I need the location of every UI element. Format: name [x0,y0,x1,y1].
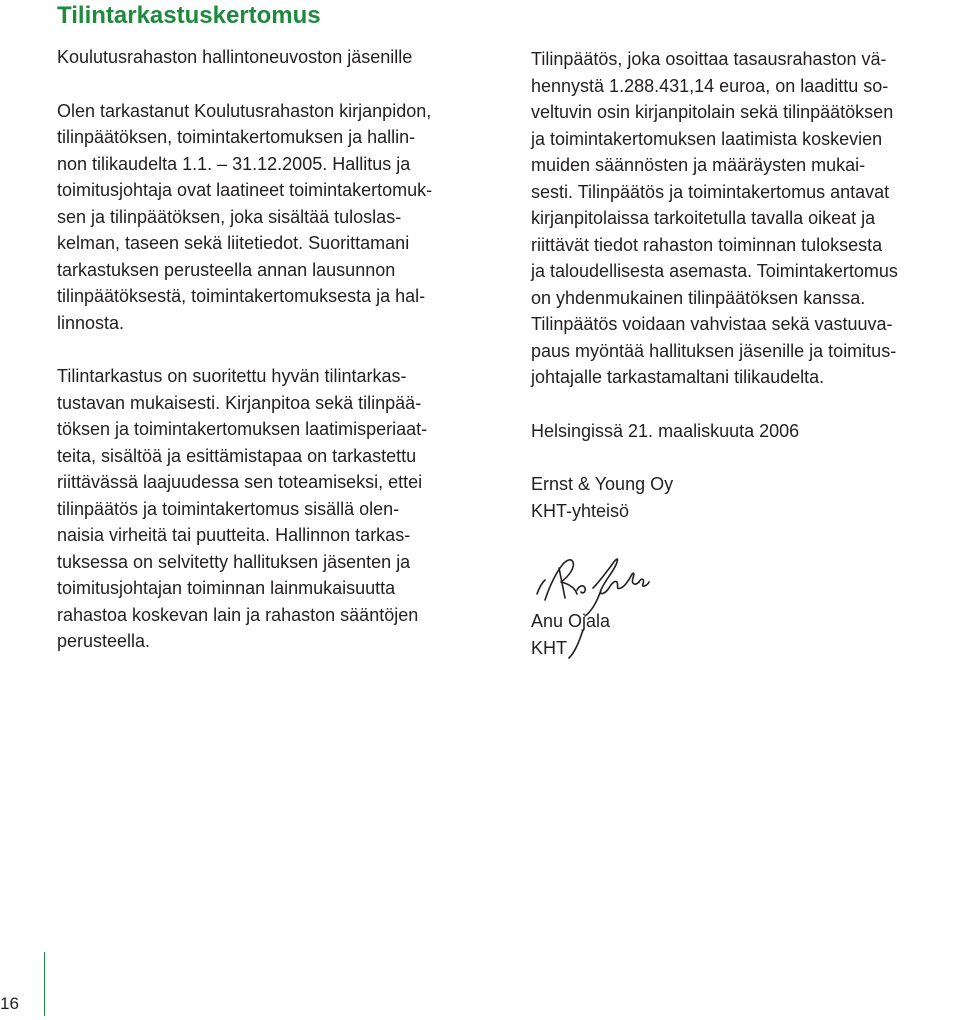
text-line: linnosta. [57,312,125,333]
text-line: perusteella. [57,631,151,651]
paragraph-audit-scope [57,98,487,337]
text-line: sesti. Tilinpäätös ja toimintakertomus antavat [531,181,890,202]
text-line: tarkastuksen perusteella annan lausunnon [57,259,396,280]
text-line: kirjanpitolaissa tarkoitetulla tavalla oikeat ja [531,208,876,228]
paragraph-opinion [531,46,956,391]
text-line: Tilinpäätös, joka osoittaa tasausrahaston vä- [531,49,887,69]
text-line: veltuvin osin kirjanpitolain sekä tilinpäätöksen [531,102,894,122]
text-line: toimitusjohtajan toiminnan lainmukaisuutta [57,578,396,598]
signer-title: KHT [531,638,567,658]
left-column [57,44,487,655]
firm-name: Ernst & Young Oy [531,474,674,494]
text-line: tilinpäätös ja toimintakertomus sisällä olen- [57,498,400,519]
text-line: johtajalle tarkastamaltani tilikaudelta. [531,367,825,387]
text-line: tuksessa on selvitetty hallituksen jäsenten ja [57,551,411,572]
text-line: toimitusjohtaja ovat laatineet toimintakertomuk- [57,180,433,200]
text-line: rahastoa koskevan lain ja rahaston sääntöjen [57,604,419,625]
text-line: Olen tarkastanut Koulutusrahaston kirjanpidon, [57,100,432,121]
text-line: on yhdenmukainen tilinpäätöksen kanssa. [531,287,866,308]
paragraph-audit-method [57,363,487,655]
text-line: tilinpäätöksestä, toimintakertomuksesta ja hal- [57,286,426,306]
text-line: tilinpäätöksen, toimintakertomuksen ja hallin- [57,127,416,147]
text-line: sen ja tilinpäätöksen, joka sisältää tuloslas- [57,206,402,227]
text-line: teita, sisältöä ja esittämistapaa on tarkastettu [57,445,417,466]
signer-name: Anu Ojala [531,611,611,631]
text-line: paus myöntää hallituksen jäsenille ja toimitus- [531,340,897,361]
text-line: ja taloudellisesta asemasta. Toimintakertomus [531,261,898,281]
text-line: riittävät tiedot rahaston toiminnan tuloksesta [531,234,883,255]
page-number: 16 [0,994,19,1013]
text-line: Tilinpäätös voidaan vahvistaa sekä vastuuva- [531,314,893,334]
text-line: Tilintarkastus on suoritettu hyvän tilintarkas- [57,366,407,386]
text-line: non tilikaudelta 1.1. – 31.12.2005. Hallitus ja [57,153,411,174]
text-line: muiden säännösten ja määräysten mukai- [531,155,866,175]
page-title: Tilintarkastuskertomus [57,2,321,29]
text-line: ja toimintakertomuksen laatimista koskevien [531,128,883,149]
text-line: töksen ja toimintakertomuksen laatimisperiaat- [57,419,428,439]
text-line: naisia virheitä tai puutteita. Hallinnon tarkas- [57,525,411,545]
text-line: hennystä 1.288.431,14 euroa, on laadittu so- [531,75,889,96]
right-column [531,46,956,524]
place-date: Helsingissä 21. maaliskuuta 2006 [531,420,800,441]
text-line: riittävässä laajuudessa sen toteamiseksi, ettei [57,472,423,492]
text-line: tustavan mukaisesti. Kirjanpitoa sekä tilinpää- [57,392,422,413]
page-number-divider [44,952,45,1016]
firm-type: KHT-yhteisö [531,500,630,521]
addressee: Koulutusrahaston hallintoneuvoston jäsenille [57,47,413,67]
text-line: kelman, taseen sekä liitetiedot. Suorittamani [57,233,410,253]
